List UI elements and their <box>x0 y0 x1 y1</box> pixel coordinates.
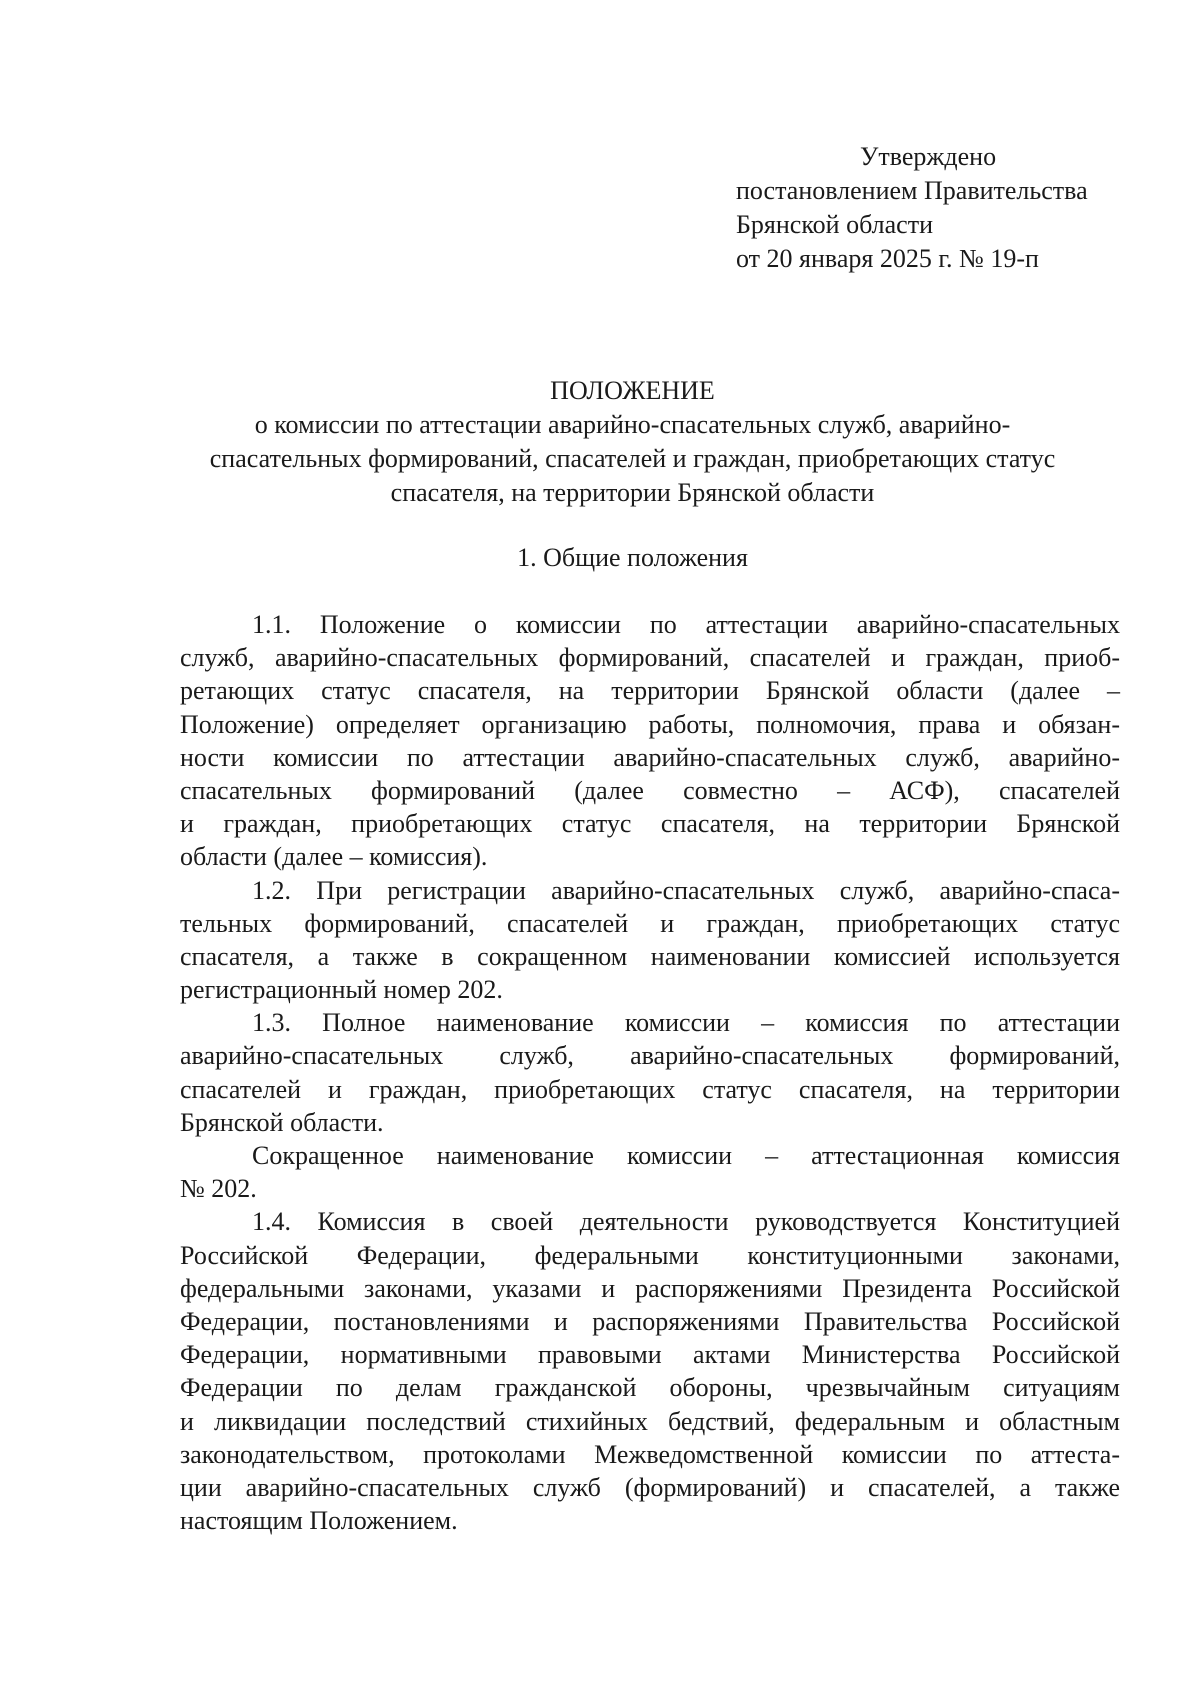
text-line: спасателей и граждан, приобретающих статус спасателя, на территории <box>180 1074 1120 1104</box>
document-body <box>180 608 1120 1537</box>
text-line: ности комиссии по аттестации аварийно-спасательных служб, аварийно- <box>180 742 1120 772</box>
text-line: Российской Федерации, федеральными конституционными законами, <box>180 1240 1120 1270</box>
section-heading: 1. Общие положения <box>517 543 748 572</box>
text-line: Положение) определяет организацию работы, полномочия, права и обязан- <box>180 709 1120 739</box>
text-line: Федерации, нормативными правовыми актами Министерства Российской <box>180 1340 1120 1370</box>
text-line: 1.4. Комиссия в своей деятельности руководствуется Конституцией <box>252 1207 1120 1237</box>
text-line: области (далее – комиссия). <box>180 842 488 872</box>
document-subtitle-line: спасательных формирований, спасателей и граждан, приобретающих статус <box>209 444 1056 473</box>
text-line: 1.2. При регистрации аварийно-спасательных служб, аварийно-спаса- <box>252 875 1120 905</box>
text-line: регистрационный номер 202. <box>180 975 503 1005</box>
text-line: спасателя, а также в сокращенном наименовании комиссией используется <box>180 941 1120 971</box>
paragraph-1-3 <box>180 1006 1120 1139</box>
document-subtitle-line: о комиссии по аттестации аварийно-спасательных служб, аварийно- <box>254 410 1011 439</box>
text-line: аварийно-спасательных служб, аварийно-спасательных формирований, <box>180 1041 1120 1071</box>
paragraph-1-2 <box>180 874 1120 1007</box>
text-line: служб, аварийно-спасательных формирований, спасателей и граждан, приоб- <box>180 643 1120 673</box>
paragraph-1-1 <box>180 608 1120 874</box>
paragraph-1-4 <box>180 1205 1120 1537</box>
text-line: № 202. <box>180 1174 257 1204</box>
text-line: и граждан, приобретающих статус спасателя, на территории Брянской <box>180 809 1120 839</box>
document-subtitle-line: спасателя, на территории Брянской области <box>390 478 875 507</box>
text-line: федеральными законами, указами и распоряжениями Президента Российской <box>180 1273 1120 1303</box>
text-line: Федерации по делам гражданской обороны, чрезвычайным ситуациям <box>180 1373 1120 1403</box>
text-line: ретающих статус спасателя, на территории Брянской области (далее – <box>180 676 1120 706</box>
paragraph-short-name <box>180 1139 1120 1205</box>
approval-line: постановлением Правительства <box>736 176 1088 205</box>
approval-stamp <box>736 140 1156 276</box>
approval-line: от 20 января 2025 г. № 19-п <box>736 244 1039 273</box>
text-line: ции аварийно-спасательных служб (формирований) и спасателей, а также <box>180 1472 1120 1502</box>
text-line: Сокращенное наименование комиссии – аттестационная комиссия <box>252 1141 1120 1170</box>
text-line: законодательством, протоколами Межведомственной комиссии по аттеста- <box>180 1439 1120 1469</box>
text-line: 1.3. Полное наименование комиссии – комиссия по аттестации <box>252 1008 1120 1038</box>
approval-line: Утверждено <box>860 142 997 171</box>
text-line: спасательных формирований (далее совместно – АСФ), спасателей <box>180 775 1120 805</box>
text-line: Федерации, постановлениями и распоряжениями Правительства Российской <box>180 1306 1120 1336</box>
text-line: и ликвидации последствий стихийных бедствий, федеральным и областным <box>180 1406 1120 1436</box>
text-line: тельных формирований, спасателей и граждан, приобретающих статус <box>180 908 1120 938</box>
text-line: Брянской области. <box>180 1107 384 1137</box>
approval-line: Брянской области <box>736 210 933 239</box>
document-title: ПОЛОЖЕНИЕ <box>550 376 715 405</box>
text-line: настоящим Положением. <box>180 1506 458 1536</box>
text-line: 1.1. Положение о комиссии по аттестации аварийно-спасательных <box>252 610 1120 639</box>
document-title-block <box>160 374 1105 510</box>
